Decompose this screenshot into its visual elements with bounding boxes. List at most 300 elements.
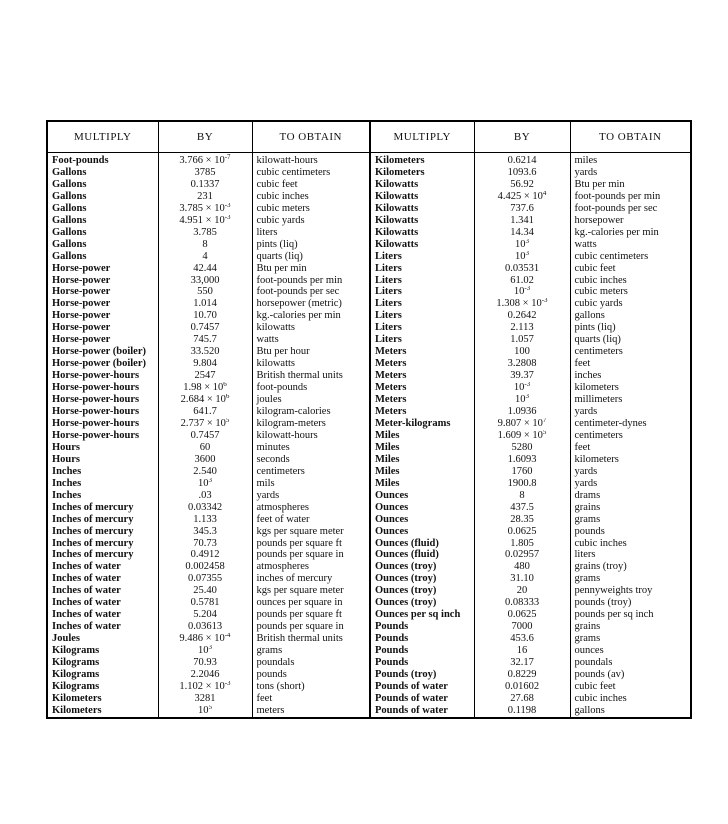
multiply-unit: Ounces [370,490,474,502]
result-unit: feet [570,358,691,370]
result-unit: grains [570,621,691,633]
factor: 0.02957 [474,549,570,561]
multiply-unit: Ounces [370,514,474,526]
result-unit: yards [252,490,370,502]
multiply-unit: Kilowatts [370,179,474,191]
factor: 0.4912 [158,549,252,561]
factor: 1.057 [474,334,570,346]
factor: $1.609 \times 10^5$ [474,430,570,442]
result-unit: pounds (troy) [570,597,691,609]
multiply-unit: Inches of water [52,585,121,597]
factor: 39.37 [474,370,570,382]
multiply-unit: Meter-kilograms [370,418,474,430]
factor: $2.684 \times 10^6$ [158,394,252,406]
factor: 480 [474,561,570,573]
multiply-unit: Ounces (troy) [370,561,474,573]
multiply-unit: Ounces [370,502,474,514]
factor: $10^5$ [158,705,252,718]
result-unit: kg.-calories per min [252,310,370,322]
factor: $10^{-3}$ [474,382,570,394]
multiply-unit: Kilometers [370,153,474,167]
result-unit: horsepower [570,215,691,227]
column-header-multiply: MULTIPLY [47,121,158,153]
result-unit: poundals [570,657,691,669]
result-unit: kg.-calories per min [570,227,691,239]
table-row [47,406,691,418]
multiply-unit: Kilowatts [370,215,474,227]
table-row [47,705,691,718]
result-unit: foot-pounds per min [252,275,370,287]
result-unit: feet [252,693,370,705]
factor: 0.07355 [158,573,252,585]
factor: 28.35 [474,514,570,526]
result-unit: liters [570,549,691,561]
multiply-unit: Inches [52,489,82,501]
factor: 9.804 [158,358,252,370]
result-unit: pints (liq) [570,322,691,334]
result-unit: Btu per min [570,179,691,191]
multiply-unit: Ounces (fluid) [370,549,474,561]
factor: 56.92 [474,179,570,191]
factor: 60 [158,442,252,454]
result-unit: atmospheres [252,502,370,514]
factor: $10^3$ [474,251,570,263]
result-unit: watts [252,334,370,346]
multiply-unit: Horse-power (boiler) [52,358,146,370]
multiply-unit: Meters [370,358,474,370]
factor: 5280 [474,442,570,454]
result-unit: foot-pounds [252,382,370,394]
factor: 0.03342 [158,502,252,514]
result-unit: feet of water [252,514,370,526]
multiply-unit: Kilowatts [370,191,474,203]
result-unit: grains [570,502,691,514]
result-unit: cubic meters [252,203,370,215]
result-unit: cubic inches [570,538,691,550]
table-row [47,502,691,514]
multiply-unit: Meters [370,370,474,382]
factor: 0.08333 [474,597,570,609]
factor: $1.308 \times 10^{-3}$ [474,298,570,310]
result-unit: yards [570,167,691,179]
factor: $10^{-3}$ [474,286,570,298]
column-header-by: BY [474,121,570,153]
result-unit: pints (liq) [252,239,370,251]
result-unit: kilowatts [252,322,370,334]
multiply-unit: Meters [370,406,474,418]
result-unit: millimeters [570,394,691,406]
table-row [47,490,691,502]
result-unit: cubic yards [252,215,370,227]
result-unit: seconds [252,454,370,466]
multiply-unit: Miles [370,466,474,478]
result-unit: centimeters [570,346,691,358]
multiply-unit: Kilometers [52,692,102,704]
multiply-unit: Horse-power-hours [52,429,140,441]
factor: 737.6 [474,203,570,215]
multiply-unit: Inches [52,477,82,489]
result-unit: pounds per square ft [252,538,370,550]
multiply-unit: Pounds of water [370,693,474,705]
result-unit: poundals [252,657,370,669]
result-unit: yards [570,406,691,418]
multiply-unit: Inches of mercury [52,501,134,513]
multiply-unit: Joules [52,633,81,645]
factor: 3785 [158,167,252,179]
factor: 1.014 [158,298,252,310]
table-row [47,454,691,466]
multiply-unit: Meters [370,382,474,394]
result-unit: cubic inches [252,191,370,203]
factor: 8 [474,490,570,502]
multiply-unit: Horse-power [52,310,111,322]
result-unit: ounces [570,645,691,657]
result-unit: ounces per square in [252,597,370,609]
factor: 3281 [158,693,252,705]
result-unit: kilogram-calories [252,406,370,418]
multiply-unit: Pounds of water [370,705,474,718]
table-row [47,657,691,669]
factor: 20 [474,585,570,597]
result-unit: foot-pounds per sec [252,286,370,298]
result-unit: pounds per sq inch [570,609,691,621]
result-unit: yards [570,466,691,478]
factor: $9.807 \times 10^7$ [474,418,570,430]
table-row [47,251,691,263]
header-row [47,121,691,153]
table-row [47,681,691,693]
result-unit: kilowatts [252,358,370,370]
table-row [47,669,691,681]
multiply-unit: Inches [52,465,82,477]
multiply-unit: Gallons [52,178,87,190]
factor: 70.93 [158,657,252,669]
table-row [47,609,691,621]
multiply-unit: Ounces per sq inch [370,609,474,621]
table-row [47,394,691,406]
multiply-unit: Liters [370,286,474,298]
table-row [47,227,691,239]
factor: 0.8229 [474,669,570,681]
factor: 1.6093 [474,454,570,466]
factor: 70.73 [158,538,252,550]
multiply-unit: Gallons [52,190,87,202]
table-row [47,645,691,657]
multiply-unit: Inches of water [52,621,121,633]
factor: 1.0936 [474,406,570,418]
multiply-unit: Meters [370,394,474,406]
result-unit: quarts (liq) [252,251,370,263]
table-row [47,442,691,454]
factor: 1093.6 [474,167,570,179]
multiply-unit: Miles [370,442,474,454]
multiply-unit: Inches of mercury [52,537,134,549]
factor: 1.805 [474,538,570,550]
multiply-unit: Kilograms [52,645,100,657]
factor: $1.102 \times 10^{-3}$ [158,681,252,693]
result-unit: inches of mercury [252,573,370,585]
table-row [47,585,691,597]
column-header-multiply: MULTIPLY [370,121,474,153]
result-unit: atmospheres [252,561,370,573]
multiply-unit: Horse-power-hours [52,406,140,418]
result-unit: kgs per square meter [252,585,370,597]
table-row [47,322,691,334]
factor: 0.1337 [158,179,252,191]
factor: 16 [474,645,570,657]
factor: 10.70 [158,310,252,322]
table-row [47,633,691,645]
table-row [47,334,691,346]
factor: 0.002458 [158,561,252,573]
table-row [47,382,691,394]
factor: 3600 [158,454,252,466]
factor: 2.540 [158,466,252,478]
multiply-unit: Gallons [52,250,87,262]
multiply-unit: Horse-power-hours [52,394,140,406]
multiply-unit: Kilowatts [370,227,474,239]
multiply-unit: Liters [370,334,474,346]
factor: 27.68 [474,693,570,705]
factor: 1900.8 [474,478,570,490]
result-unit: pounds per square ft [252,609,370,621]
multiply-unit: Inches of mercury [52,513,134,525]
result-unit: joules [252,394,370,406]
multiply-unit: Meters [370,346,474,358]
column-header-by: BY [158,121,252,153]
result-unit: kilometers [570,382,691,394]
factor: 14.34 [474,227,570,239]
factor: 25.40 [158,585,252,597]
result-unit: cubic inches [570,693,691,705]
multiply-unit: Inches of mercury [52,525,134,537]
factor: .03 [158,490,252,502]
result-unit: cubic meters [570,286,691,298]
multiply-unit: Kilometers [370,167,474,179]
table-row [47,478,691,490]
result-unit: gallons [570,310,691,322]
factor: 0.5781 [158,597,252,609]
result-unit: gallons [570,705,691,718]
result-unit: centimeters [252,466,370,478]
table-row [47,561,691,573]
factor: 0.03613 [158,621,252,633]
multiply-unit: Gallons [52,166,87,178]
result-unit: feet [570,442,691,454]
factor: 31.10 [474,573,570,585]
multiply-unit: Hours [52,453,81,465]
factor: $3.766 \times 10^{-7}$ [158,153,252,167]
table-row [47,358,691,370]
factor: $1.98 \times 10^6$ [158,382,252,394]
table-row [47,167,691,179]
multiply-unit: Pounds (troy) [370,669,474,681]
factor: 0.0625 [474,526,570,538]
result-unit: Btu per min [252,263,370,275]
result-unit: miles [570,153,691,167]
multiply-unit: Ounces (troy) [370,573,474,585]
factor: $9.486 \times 10^{-4}$ [158,633,252,645]
result-unit: horsepower (metric) [252,298,370,310]
result-unit: meters [252,705,370,718]
result-unit: foot-pounds per sec [570,203,691,215]
table-row [47,466,691,478]
factor: 0.7457 [158,430,252,442]
factor: 0.6214 [474,153,570,167]
multiply-unit: Horse-power-hours [52,382,140,394]
multiply-unit: Horse-power [52,298,111,310]
multiply-unit: Liters [370,310,474,322]
result-unit: grains (troy) [570,561,691,573]
table-row [47,203,691,215]
factor: 32.17 [474,657,570,669]
result-unit: grams [570,633,691,645]
table-row [47,693,691,705]
factor: 4 [158,251,252,263]
multiply-unit: Horse-power-hours [52,417,140,429]
multiply-unit: Foot-pounds [52,155,109,166]
result-unit: cubic centimeters [570,251,691,263]
multiply-unit: Horse-power [52,262,111,274]
result-unit: drams [570,490,691,502]
table-row [47,263,691,275]
result-unit: kilowatt-hours [252,153,370,167]
multiply-unit: Ounces (troy) [370,585,474,597]
factor: $3.785 \times 10^{-3}$ [158,203,252,215]
multiply-unit: Miles [370,454,474,466]
table-row [47,418,691,430]
result-unit: British thermal units [252,633,370,645]
multiply-unit: Pounds [370,633,474,645]
table-row [47,153,691,167]
multiply-unit: Pounds [370,621,474,633]
multiply-unit: Liters [370,251,474,263]
result-unit: Btu per hour [252,346,370,358]
result-unit: pounds per square in [252,549,370,561]
result-unit: pounds [570,526,691,538]
factor: 5.204 [158,609,252,621]
multiply-unit: Horse-power [52,334,111,346]
result-unit: British thermal units [252,370,370,382]
factor: 100 [474,346,570,358]
factor: 2547 [158,370,252,382]
multiply-unit: Miles [370,478,474,490]
result-unit: cubic feet [570,681,691,693]
result-unit: kgs per square meter [252,526,370,538]
result-unit: pennyweights troy [570,585,691,597]
result-unit: yards [570,478,691,490]
multiply-unit: Ounces [370,526,474,538]
factor: 1.341 [474,215,570,227]
result-unit: quarts (liq) [570,334,691,346]
factor: $10^3$ [474,239,570,251]
multiply-unit: Inches of water [52,609,121,621]
table-row [47,298,691,310]
result-unit: kilowatt-hours [252,430,370,442]
factor: $4.951 \times 10^{-3}$ [158,215,252,227]
multiply-unit: Pounds [370,645,474,657]
result-unit: liters [252,227,370,239]
table-row [47,573,691,585]
factor: $10^3$ [158,645,252,657]
result-unit: cubic centimeters [252,167,370,179]
multiply-unit: Liters [370,263,474,275]
multiply-unit: Liters [370,298,474,310]
factor: $10^3$ [474,394,570,406]
result-unit: cubic inches [570,275,691,287]
multiply-unit: Kilowatts [370,203,474,215]
factor: 345.3 [158,526,252,538]
factor: 7000 [474,621,570,633]
factor: 0.7457 [158,322,252,334]
multiply-unit: Ounces (troy) [370,597,474,609]
table-row [47,346,691,358]
table-row [47,310,691,322]
factor: 0.0625 [474,609,570,621]
table-row [47,239,691,251]
result-unit: cubic yards [570,298,691,310]
factor: 33,000 [158,275,252,287]
result-unit: centimeter-dynes [570,418,691,430]
multiply-unit: Inches of water [52,561,121,573]
factor: 1.133 [158,514,252,526]
conversion-table [46,120,692,719]
table-row [47,191,691,203]
multiply-unit: Pounds of water [370,681,474,693]
result-unit: cubic feet [252,179,370,191]
result-unit: centimeters [570,430,691,442]
table-row [47,370,691,382]
table-row [47,526,691,538]
factor: 42.44 [158,263,252,275]
result-unit: watts [570,239,691,251]
table-row [47,275,691,287]
multiply-unit: Kilograms [52,668,100,680]
multiply-unit: Kilograms [52,680,100,692]
result-unit: foot-pounds per min [570,191,691,203]
table-row [47,538,691,550]
table-row [47,215,691,227]
result-unit: grams [570,514,691,526]
factor: 3.2808 [474,358,570,370]
multiply-unit: Gallons [52,238,87,250]
multiply-unit: Inches of water [52,573,121,585]
column-header-to-obtain: TO OBTAIN [252,121,370,153]
factor: 437.5 [474,502,570,514]
table-row [47,430,691,442]
multiply-unit: Liters [370,322,474,334]
multiply-unit: Kilowatts [370,239,474,251]
multiply-unit: Inches of water [52,597,121,609]
multiply-unit: Gallons [52,214,87,226]
factor: 1760 [474,466,570,478]
table-row [47,286,691,298]
multiply-unit: Gallons [52,202,87,214]
factor: 231 [158,191,252,203]
multiply-unit: Ounces (fluid) [370,538,474,550]
multiply-unit: Liters [370,275,474,287]
factor: 61.02 [474,275,570,287]
result-unit: pounds (av) [570,669,691,681]
factor: 0.2642 [474,310,570,322]
factor: 2.2046 [158,669,252,681]
table-row [47,597,691,609]
result-unit: mils [252,478,370,490]
multiply-unit: Horse-power [52,274,111,286]
result-unit: kilogram-meters [252,418,370,430]
factor: $2.737 \times 10^5$ [158,418,252,430]
factor: 453.6 [474,633,570,645]
